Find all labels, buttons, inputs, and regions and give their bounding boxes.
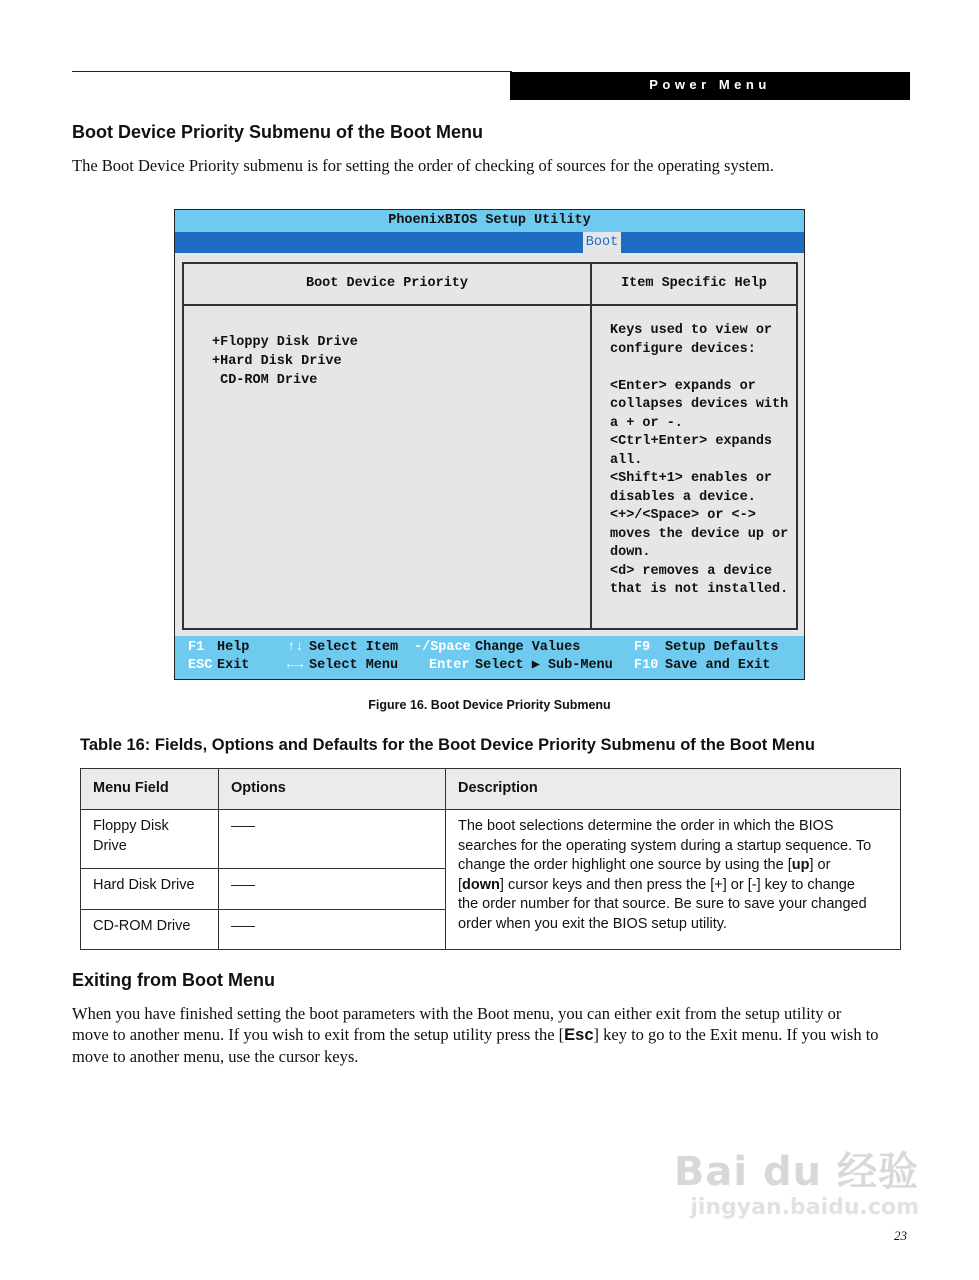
watermark-url: jingyan.baidu.com [690,1195,919,1220]
section-heading-exiting: Exiting from Boot Menu [72,970,275,990]
leftright-label: Select Menu [309,658,399,673]
f10-key: F10 [634,658,659,673]
bios-device-list [212,334,358,390]
field-floppy-line2: Drive [93,837,127,854]
exit-line: move to another menu, use the cursor keys. [72,1047,359,1066]
figure-caption: Figure 16. Boot Device Priority Submenu [368,698,611,712]
page-number: 23 [894,1228,907,1243]
updown-label: Select Item [309,640,399,655]
exit-line: move to another menu. If you wish to exit from the setup utility press the [Esc] key to go to the Exit menu. If you wish to [72,1025,879,1044]
options-table [80,768,901,950]
desc-line: order when you exit the BIOS setup utility. [458,915,727,932]
watermark-brand: Bai du 经验 [673,1149,919,1195]
f9-key: F9 [634,640,651,655]
bios-footer [175,636,804,679]
help-line [610,359,790,378]
exit-paragraph [72,1003,912,1067]
col-header-menu-field: Menu Field [93,780,169,796]
help-line: Keys used to view or [610,323,773,338]
field-floppy-line1: Floppy Disk [93,818,169,834]
f9-label: Setup Defaults [665,640,779,655]
updown-arrow-icon: ↑↓ [287,640,304,655]
help-line: a + or -. [610,415,683,431]
bios-device-item[interactable]: CD-ROM Drive [212,372,318,388]
bios-screen [174,209,805,680]
help-line: collapses devices with [610,397,789,412]
help-line: <+>/<Space> or <-> [610,508,756,523]
header-rule [72,71,512,72]
leftright-arrow-icon: ←→ [287,658,304,673]
help-line: <Shift+1> enables or [610,471,773,486]
bios-left-header: Boot Device Priority [305,276,469,291]
options-dash [231,917,255,937]
help-line: down. [610,545,651,560]
help-line: <Enter> expands or [610,378,756,394]
bios-right-header: Item Specific Help [621,276,767,291]
section-heading-boot-priority: Boot Device Priority Submenu of the Boot Menu [72,122,484,142]
bios-divider-vertical [590,264,592,628]
field-hard-disk: Hard Disk Drive [93,877,195,893]
field-cdrom: CD-ROM Drive [93,918,191,934]
esc-key-text: Esc [564,1026,594,1044]
down-key: down [462,876,500,893]
desc-line: [down] cursor keys and then press the [+] or [-] key to change [458,876,855,893]
f1-key: F1 [188,640,205,655]
section-label: Power Menu [510,72,910,100]
esc-label: Exit [217,658,250,673]
options-dash [231,876,255,896]
desc-line: The boot selections determine the order in which the BIOS [458,818,834,834]
minus-space-label: Change Values [475,640,581,655]
help-line: disables a device. [610,489,756,505]
table-row-divider [81,909,445,910]
f1-label: Help [217,640,250,655]
help-line: moves the device up or [610,526,789,542]
f10-label: Save and Exit [665,658,771,673]
table-title: Table 16: Fields, Options and Defaults for the Boot Device Priority Submenu of the Boot Menu [80,736,815,754]
bios-device-item[interactable]: +Hard Disk Drive [212,353,342,369]
bios-divider-horizontal [184,304,796,306]
options-dash [231,817,255,837]
intro-paragraph: The Boot Device Priority submenu is for setting the order of checking of sources for the operating system. [72,156,774,175]
table-row [93,817,169,856]
enter-key: Enter [429,658,470,673]
enter-label: Select ▶ Sub-Menu [475,658,613,673]
table-col-divider [218,769,219,949]
table-header-row [81,769,900,810]
desc-line: the order number for that source. Be sure to save your changed [458,896,867,912]
help-line: configure devices: [610,341,756,357]
table-row-divider [81,868,445,869]
up-key: up [791,857,810,873]
table-description [458,817,898,934]
bios-menubar [175,232,804,253]
desc-line: change the order highlight one source by using the [up] or [458,857,831,873]
bios-title: PhoenixBIOS Setup Utility [175,210,804,232]
minus-space-key: -/Space [414,640,471,655]
bios-help-text [610,322,790,600]
desc-line: searches for the operating system during a startup sequence. To [458,837,872,854]
bios-frame [182,262,798,630]
help-line: <d> removes a device [610,563,773,579]
help-line: that is not installed. [610,582,789,597]
esc-key: ESC [188,658,213,673]
help-line: <Ctrl+Enter> expands [610,434,773,449]
help-line: all. [610,452,643,468]
col-header-description: Description [458,780,538,796]
bios-device-item[interactable]: +Floppy Disk Drive [212,335,358,350]
col-header-options: Options [231,780,286,796]
table-col-divider [445,769,446,949]
bios-menu-boot[interactable]: Boot [583,232,621,253]
exit-line: When you have finished setting the boot parameters with the Boot menu, you can either exit from the setup utility or [72,1004,842,1023]
